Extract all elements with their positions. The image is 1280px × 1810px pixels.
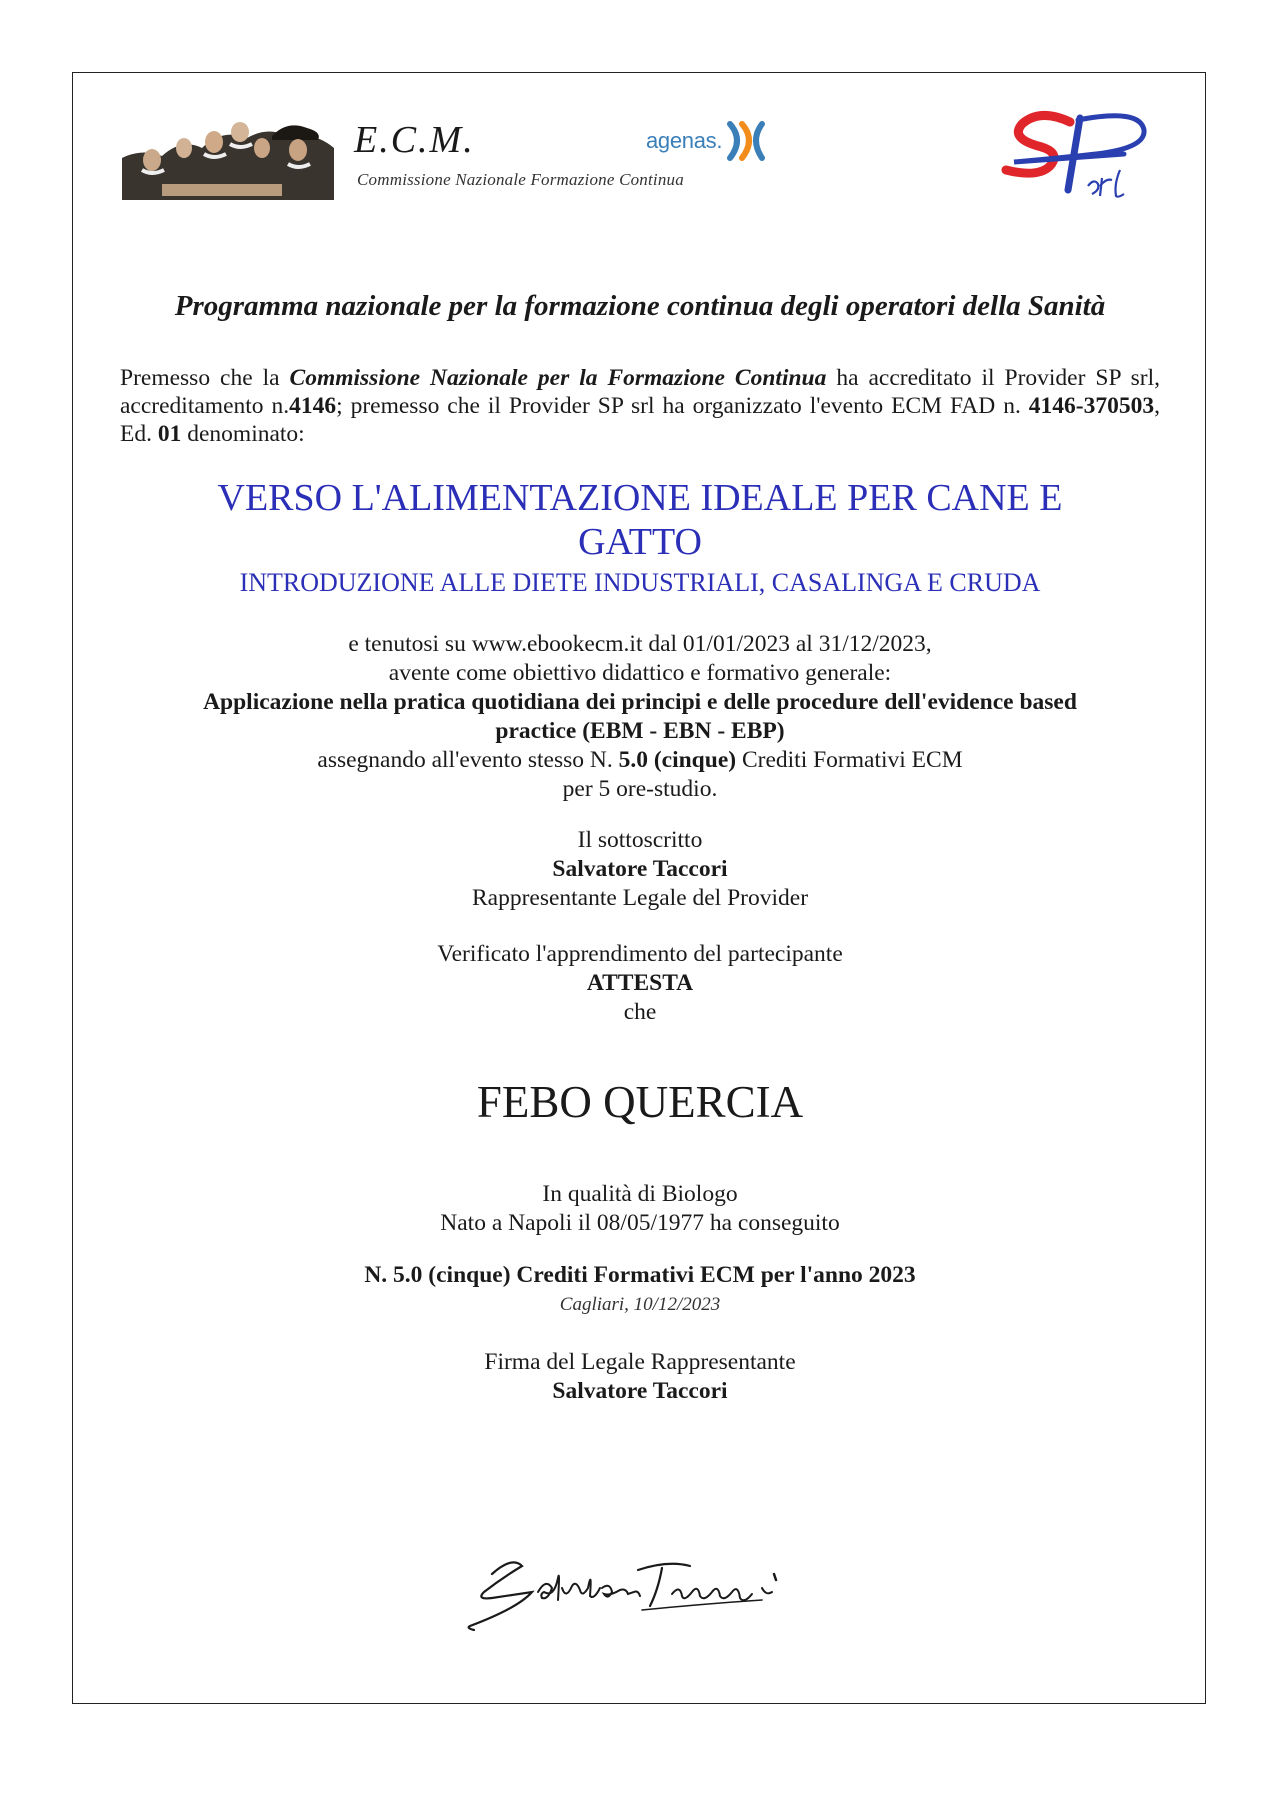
premesso-paragraph	[120, 364, 1160, 448]
firma-block	[120, 1348, 1160, 1406]
event-details	[120, 630, 1160, 804]
luogo-data: Cagliari, 10/12/2023	[559, 1294, 721, 1315]
firma-name: Salvatore Taccori	[552, 1378, 728, 1404]
premesso-text-4: , Ed.	[120, 393, 1160, 447]
edizione-number: 01	[157, 421, 182, 447]
sottoscritto-role: Rappresentante Legale del Provider	[471, 885, 809, 911]
qualita-line: In qualità di Biologo	[542, 1181, 738, 1207]
sottoscritto-label: Il sottoscritto	[577, 827, 703, 853]
attesta-label: ATTESTA	[586, 970, 694, 996]
sp-srl-logo	[1000, 104, 1160, 204]
agenas-logo	[646, 118, 768, 164]
premesso-text-3: ; premesso che il Provider SP srl ha organizzato l'evento ECM FAD n.	[336, 393, 1029, 419]
course-title-line2: GATTO	[578, 521, 702, 563]
nascita-line: Nato a Napoli il 08/05/1977 ha conseguito	[440, 1210, 840, 1236]
obiettivo-line: avente come obiettivo didattico e formativo generale:	[388, 660, 892, 686]
che-label: che	[623, 999, 657, 1025]
verificato-label: Verificato l'apprendimento del partecipante	[437, 941, 843, 967]
agenas-mark-icon	[722, 118, 768, 164]
evento-number: 4146-370503	[1028, 393, 1155, 419]
ecm-painting-logo	[122, 118, 334, 200]
premesso-text-1: Premesso che la	[120, 365, 290, 391]
participant-name: FEBO QUERCIA	[476, 1077, 804, 1127]
programma-heading: Programma nazionale per la formazione continua degli operatori della Sanità	[174, 290, 1106, 322]
ore-line: per 5 ore-studio.	[562, 776, 718, 802]
crediti-number: 5.0 (cinque)	[618, 747, 737, 773]
commissione-name: Commissione Nazionale per la Formazione Continua	[289, 365, 827, 391]
accreditamento-number: 4146	[289, 393, 337, 419]
applicazione-line2: practice (EBM - EBN - EBP)	[495, 718, 785, 744]
assegnando-line	[120, 746, 1160, 775]
sottoscritto-name: Salvatore Taccori	[552, 856, 728, 882]
course-title-line1: VERSO L'ALIMENTAZIONE IDEALE PER CANE E	[217, 477, 1063, 519]
agenas-logo-text: agenas.	[646, 128, 723, 153]
ecm-subtitle: Commissione Nazionale Formazione Continua	[357, 170, 684, 189]
premesso-text-2: ha accreditato il Provider SP srl, accreditamento n.	[120, 365, 1160, 419]
handwritten-signature	[462, 1548, 822, 1638]
premesso-text-5: denominato:	[181, 421, 305, 447]
qualita-block	[120, 1180, 1160, 1238]
crediti-conseguiti: N. 5.0 (cinque) Crediti Formativi ECM per l'anno 2023	[364, 1262, 916, 1288]
tenutosi-line: e tenutosi su www.ebookecm.it dal 01/01/2023 al 31/12/2023,	[348, 631, 932, 657]
sottoscritto-block	[120, 826, 1160, 913]
firma-label: Firma del Legale Rappresentante	[484, 1349, 796, 1375]
verificato-block	[120, 940, 1160, 1027]
applicazione-line1: Applicazione nella pratica quotidiana dei principi e delle procedure dell'evidence based	[203, 689, 1077, 715]
assegnando-post: Crediti Formativi ECM	[736, 747, 963, 773]
course-title	[120, 476, 1160, 564]
ecm-title: E.C.M.	[354, 119, 475, 161]
assegnando-pre: assegnando all'evento stesso N.	[317, 747, 619, 773]
course-subtitle: INTRODUZIONE ALLE DIETE INDUSTRIALI, CASALINGA E CRUDA	[239, 568, 1041, 597]
